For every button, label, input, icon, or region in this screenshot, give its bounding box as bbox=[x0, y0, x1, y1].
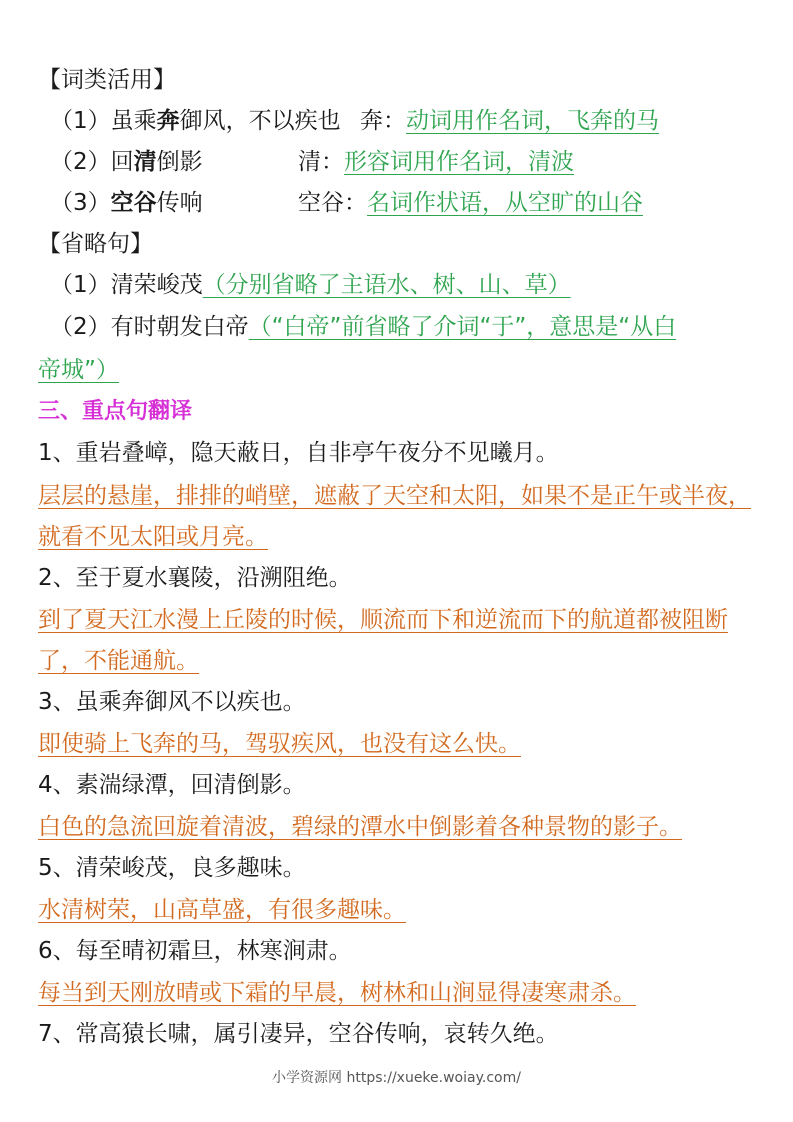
translation-heading: 三、重点句翻译 bbox=[38, 399, 193, 424]
translation-question-6: 6、每至晴初霜旦，林寒涧肃。 bbox=[38, 938, 352, 964]
translation-answer-2a: 到了夏天江水漫上丘陵的时候，顺流而下和逆流而下的航道都被阻断 bbox=[38, 607, 728, 633]
ellipsis-answer-cont: 帝城”） bbox=[38, 357, 119, 383]
ellipsis-answer: （“白帝”前省略了介词“于”，意思是“从白 bbox=[248, 314, 677, 340]
translation-answer-3: 即使骑上飞奔的马，驾驭疾风，也没有这么快。 bbox=[38, 731, 521, 757]
translation-question-5: 5、清荣峻茂，良多趣味。 bbox=[38, 855, 306, 881]
vocab-answer: 形容词用作名词，清波 bbox=[344, 149, 574, 175]
vocab-answer: 名词作状语，从空旷的山谷 bbox=[367, 190, 643, 216]
vocab-key-word: 空谷 bbox=[110, 190, 157, 216]
ellipsis-item-1: （1）清荣峻茂（分别省略了主语水、树、山、草） bbox=[50, 272, 571, 298]
translation-question-1: 1、重岩叠嶂，隐天蔽日，自非亭午夜分不见曦月。 bbox=[38, 440, 559, 466]
translation-question-7: 7、常高猿长啸，属引凄异，空谷传响，哀转久绝。 bbox=[38, 1021, 559, 1047]
ellipsis-heading: 【省略句】 bbox=[38, 231, 153, 257]
vocab-key-word: 清 bbox=[133, 149, 157, 175]
vocab-key-word: 奔 bbox=[156, 108, 180, 134]
vocab-key-label: 空谷： bbox=[298, 190, 367, 216]
ellipsis-item-2: （2）有时朝发白帝（“白帝”前省略了介词“于”，意思是“从白 bbox=[50, 314, 677, 340]
vocab-item-num: （3） bbox=[50, 190, 111, 216]
vocab-item-num: （1） bbox=[50, 108, 111, 134]
ellipsis-item-2-cont bbox=[38, 350, 119, 391]
translation-answer-2b: 了，不能通航。 bbox=[38, 648, 199, 674]
page-footer: 小学资源网 https://xueke.woiay.com/ bbox=[272, 1070, 521, 1086]
translation-question-4: 4、素湍绿潭，回清倒影。 bbox=[38, 772, 306, 798]
vocab-key-label: 清： bbox=[298, 149, 344, 175]
vocab-item-1: （1）虽乘奔御风，不以疾也 奔：动词用作名词，飞奔的马 bbox=[50, 108, 659, 134]
translation-answer-5: 水清树荣，山高草盛，有很多趣味。 bbox=[38, 897, 406, 923]
vocab-item-num: （2） bbox=[50, 149, 111, 175]
vocab-item-2: （2）回清倒影 清：形容词用作名词，清波 bbox=[50, 149, 574, 175]
vocab-key-label: 奔： bbox=[360, 108, 406, 134]
translation-question-2: 2、至于夏水襄陵，沿溯阻绝。 bbox=[38, 565, 352, 591]
translation-answer-1a: 层层的悬崖，排排的峭壁，遮蔽了天空和太阳，如果不是正午或半夜， bbox=[38, 483, 751, 509]
translation-answer-6: 每当到天刚放晴或下霜的早晨，树林和山涧显得凄寒肃杀。 bbox=[38, 980, 636, 1006]
translation-answer-1b: 就看不见太阳或月亮。 bbox=[38, 524, 268, 550]
vocab-heading: 【词类活用】 bbox=[38, 67, 176, 93]
translation-answer-4: 白色的急流回旋着清波，碧绿的潭水中倒影着各种景物的影子。 bbox=[38, 814, 682, 840]
vocab-item-3: （3）空谷传响 空谷：名词作状语，从空旷的山谷 bbox=[50, 190, 643, 216]
vocab-answer: 动词用作名词，飞奔的马 bbox=[406, 108, 659, 134]
translation-question-3: 3、虽乘奔御风不以疾也。 bbox=[38, 689, 306, 715]
ellipsis-answer: （分别省略了主语水、树、山、草） bbox=[202, 272, 571, 298]
